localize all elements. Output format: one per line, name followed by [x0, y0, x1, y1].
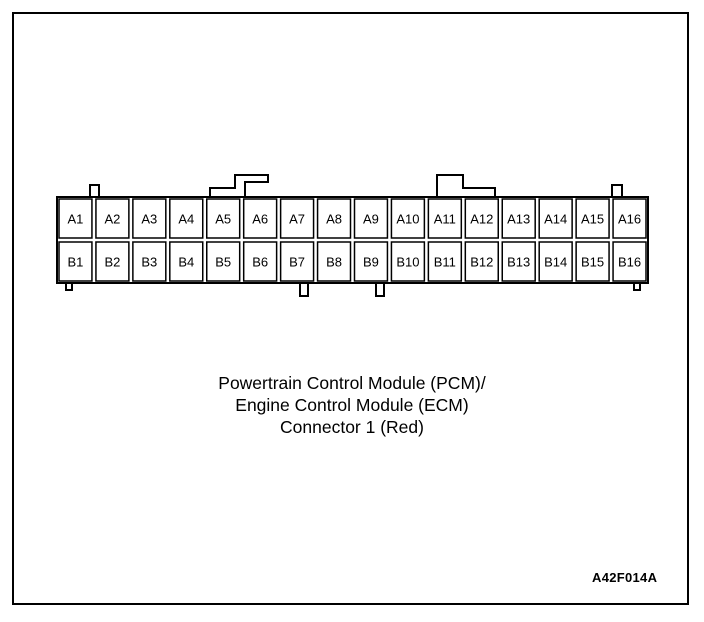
pin-label-b1: B1 — [67, 254, 84, 270]
pin-label-b5: B5 — [215, 254, 232, 270]
pin-label-b12: B12 — [470, 254, 494, 270]
pin-label-b6: B6 — [252, 254, 269, 270]
caption-line-1: Powertrain Control Module (PCM)/ — [218, 373, 486, 393]
pin-label-a12: A12 — [470, 211, 494, 227]
pin-label-a16: A16 — [617, 211, 642, 227]
connector-outline — [66, 175, 640, 296]
pin-label-a6: A6 — [252, 211, 269, 227]
pin-label-a14: A14 — [544, 211, 568, 227]
pin-label-b11: B11 — [433, 254, 456, 270]
pin-label-a7: A7 — [289, 211, 306, 227]
pin-label-b2: B2 — [104, 254, 121, 270]
pin-label-a3: A3 — [141, 211, 158, 227]
pin-label-a8: A8 — [326, 211, 342, 227]
caption-line-2: Engine Control Module (ECM) — [235, 395, 469, 415]
caption-line-3: Connector 1 (Red) — [280, 417, 424, 437]
connector-body — [57, 197, 648, 283]
pin-label-b14: B14 — [544, 254, 568, 270]
pin-label-a10: A10 — [396, 211, 420, 227]
pin-label-a1: A1 — [67, 211, 84, 227]
pin-label-b7: B7 — [289, 254, 306, 270]
pin-label-a5: A5 — [215, 211, 232, 227]
connector-caption — [0, 372, 704, 438]
pin-label-a4: A4 — [178, 211, 195, 227]
pin-label-a15: A15 — [581, 211, 605, 227]
pin-label-a9: A9 — [363, 211, 379, 227]
pin-grid — [57, 197, 648, 283]
figure-id: A42F014A — [592, 570, 658, 585]
pin-label-b4: B4 — [178, 254, 195, 270]
pin-label-b3: B3 — [141, 254, 158, 270]
pin-label-b15: B15 — [581, 254, 605, 270]
pin-label-b13: B13 — [507, 254, 531, 270]
pin-label-b10: B10 — [396, 254, 420, 270]
pin-label-a2: A2 — [104, 211, 121, 227]
pin-label-a11: A11 — [433, 211, 456, 227]
pin-label-b16: B16 — [617, 254, 642, 270]
pin-label-a13: A13 — [507, 211, 531, 227]
pin-label-b8: B8 — [326, 254, 342, 270]
pin-label-b9: B9 — [363, 254, 379, 270]
